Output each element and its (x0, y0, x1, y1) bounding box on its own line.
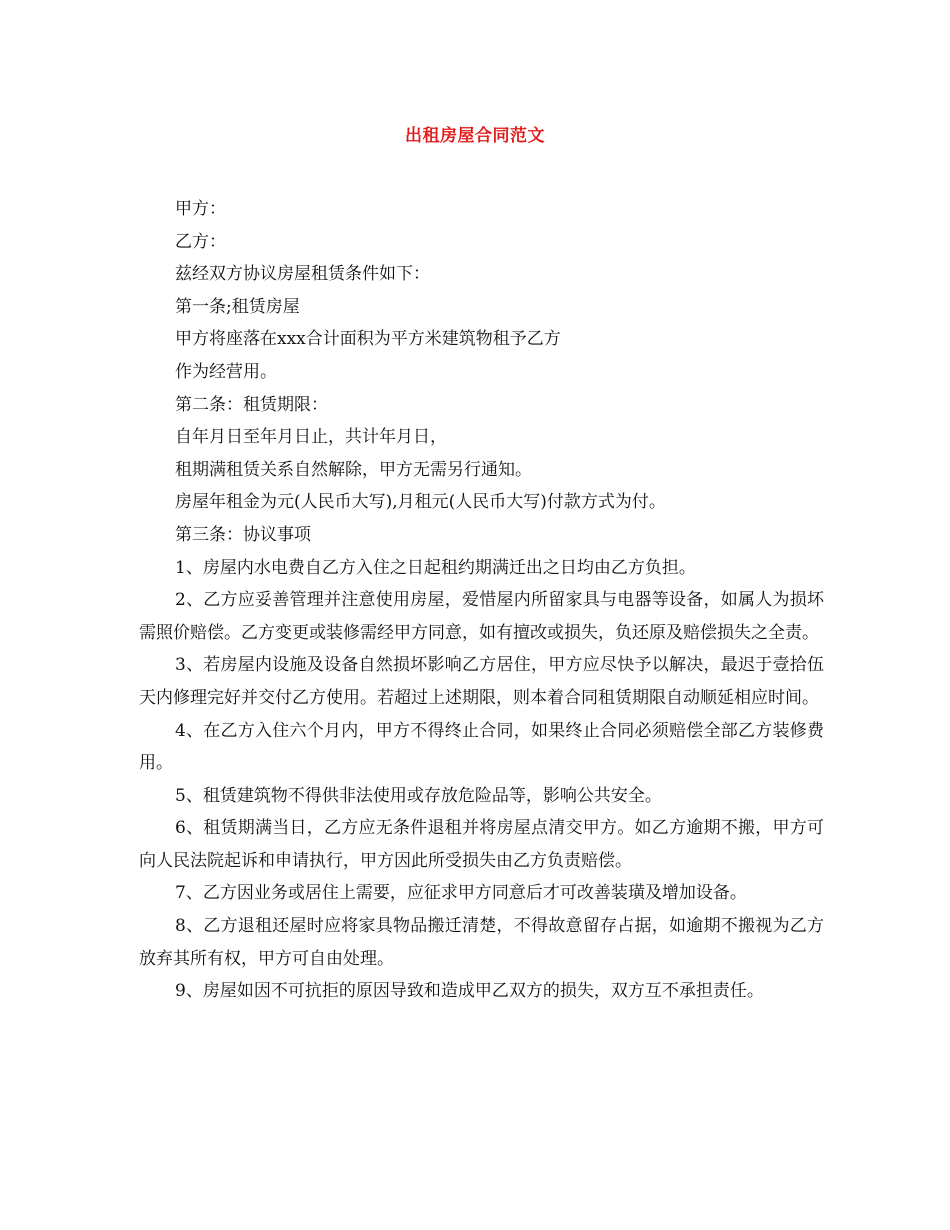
article-2-text-1: 自年月日至年月日止，共计年月日， (175, 427, 447, 448)
clause-5: 5、租赁建筑物不得供非法使用或存放危险品等，影响公共安全。 (175, 785, 662, 806)
article-1-text-1: 甲方将座落在xxx合计面积为平方米建筑物租予乙方 (175, 329, 561, 350)
article-2-text-2: 租期满租赁关系自然解除，甲方无需另行通知。 (175, 459, 532, 480)
clause-8: 8、乙方退租还屋时应将家具物品搬迁清楚，不得故意留存占据，如逾期不搬视为乙方放弃其所有权，甲方可自由处理。 (139, 916, 824, 969)
intro-line: 兹经双方协议房屋租赁条件如下： (175, 264, 430, 285)
clause-9: 9、房屋如因不可抗拒的原因导致和造成甲乙双方的损失，双方互不承担责任。 (175, 981, 764, 1002)
article-1-text-2: 作为经营用。 (175, 361, 277, 382)
clause-7: 7、乙方因业务或居住上需要，应征求甲方同意后才可改善装璜及增加设备。 (175, 883, 747, 904)
document-body (139, 193, 824, 1008)
clause-4: 4、在乙方入住六个月内，甲方不得终止合同，如果终止合同必须赔偿全部乙方装修费用。 (139, 720, 824, 774)
article-1-heading: 第一条;租赁房屋 (175, 296, 300, 317)
document-title: 出租房屋合同范文 (405, 126, 545, 146)
party-b-line: 乙方： (175, 231, 226, 252)
clause-6: 6、租赁期满当日，乙方应无条件退租并将房屋点清交甲方。如乙方逾期不搬，甲方可向人民法院起诉和申请执行，甲方因此所受损失由乙方负责赔偿。 (139, 818, 824, 871)
party-a-line: 甲方： (175, 199, 226, 219)
clause-1: 1、房屋内水电费自乙方入住之日起租约期满迁出之日均由乙方负担。 (175, 557, 696, 578)
clause-2: 2、乙方应妥善管理并注意使用房屋，爱惜屋内所留家具与电器等设备，如属人为损坏需照价赔偿。乙方变更或装修需经甲方同意，如有擅改或损失，负还原及赔偿损失之全责。 (139, 590, 824, 643)
article-2-heading: 第二条：租赁期限： (175, 394, 328, 415)
article-3-heading: 第三条：协议事项 (175, 524, 311, 545)
article-2-text-3: 房屋年租金为元(人民币大写),月租元(人民币大写)付款方式为付。 (175, 492, 666, 513)
clause-3: 3、若房屋内设施及设备自然损坏影响乙方居住，甲方应尽快予以解决，最迟于壹拾伍天内修理完好并交付乙方使用。若超过上述期限，则本着合同租赁期限自动顺延相应时间。 (139, 655, 824, 708)
